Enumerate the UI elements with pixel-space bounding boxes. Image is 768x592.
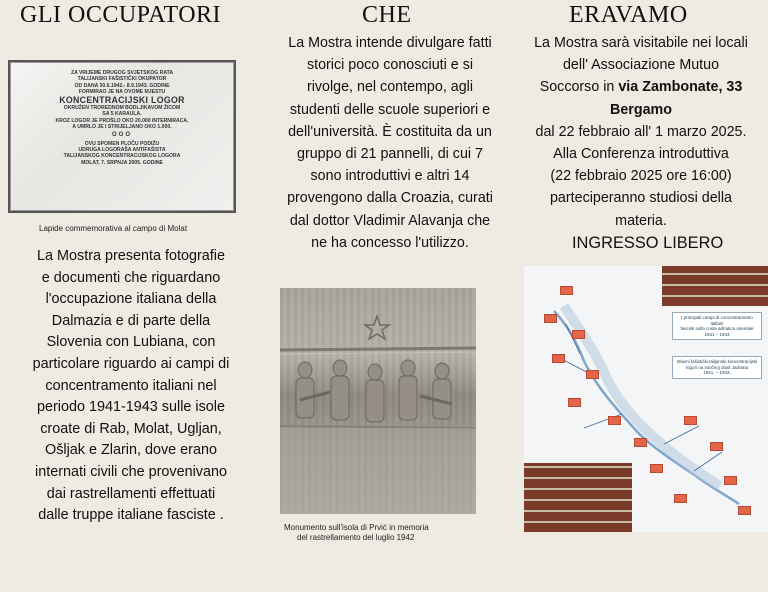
plaque-line-mid-3: KROZ LOGOR JE PROŠLO OKO 20.000 INTERNIRACA, [55,117,189,124]
center-text-line-4: studenti delle scuole superiori e [289,101,491,118]
plaque-line-mid-4: A UMRLO JE I STRIJELJANO OKO 1.000. [72,124,172,131]
camp-marker [710,442,723,451]
camp-marker [634,438,647,447]
left-text-line-8: periodo 1941-1943 sulle isole [36,399,225,416]
left-text-line-11: internati civili che provenivano [35,463,227,480]
right-description [516,32,766,232]
monument-caption-line1: Monumento sull'isola di Prvić in memoria [284,523,429,532]
camp-marker [674,494,687,503]
camp-marker [586,370,599,379]
map-legend-croatian: Glavni fašistički talijanski koncentracijski logori na istočnoj obali Jadrana 1941. – 1943. [672,356,762,379]
center-text-line-1: La Mostra intende divulgare fatti [288,35,492,51]
croatia-coast-map [524,266,768,532]
right-line-8: parteciperanno studiosi della [549,190,732,207]
plaque-line-mid-1: OKRUŽEN TROREDNOM BODLJIKAVOM ŽICOM [63,105,181,112]
plaque-line-bottom-2: UDRUGA LOGORAŠA ANTIFAŠISTA [78,146,166,153]
right-line-5: dal 22 febbraio all' 1 marzo 2025. [535,123,747,140]
camp-marker [568,398,581,407]
left-text-line-2: e documenti che riguardano [41,269,221,286]
camp-marker [560,286,573,295]
center-text-line-2: storici poco conosciuti e si [306,57,474,74]
memorial-plaque-photo [8,60,236,213]
free-entry-heading: INGRESSO LIBERO [572,234,724,252]
left-text-line-9: croate di Rab, Molat, Ugljan, [40,420,222,437]
center-text-line-10: ne ha concesso l'utilizzo. [311,234,469,251]
plaque-separator: OOO [111,132,132,139]
left-text-line-6: particolare riguardo ai campi di [32,355,230,372]
center-text-line-7: sono introduttivi e altri 14 [310,168,470,185]
left-text-line-10: Ošljak e Zlarin, dove erano [45,442,217,459]
left-description [12,246,250,527]
center-text-line-9: dal dottor Vladimir Alavanja che [289,212,491,229]
plaque-line-mid-2: SA 5 KARAULA. [102,111,142,118]
center-description [272,32,508,254]
address: via Zambonate, 33 [618,79,743,96]
plaque-caption: Lapide commemorativa al campo di Molat [39,224,188,233]
monument-caption [284,523,484,543]
right-line-9: materia. [615,212,667,229]
city: Bergamo [610,101,672,118]
plaque-heading: KONCENTRACIJSKI LOGOR [59,95,185,106]
camp-marker [650,464,663,473]
left-text-line-3: l'occupazione italiana della [45,291,217,308]
plaque-line-bottom-4: MOLAT, 7. SRPNJA 2005. GODINE [81,159,163,166]
camp-marker [684,416,697,425]
center-text-line-5: dell'università. È costituita da un [288,123,492,140]
title-center: CHE [362,2,412,28]
camp-marker [738,506,751,515]
camp-marker [572,330,585,339]
camp-marker [724,476,737,485]
left-text-line-1: La Mostra presenta fotografie [37,248,225,264]
plaque-line-top-1: ZA VRIJEME DRUGOG SVJETSKOG RATA [70,70,174,76]
map-legend-italian: I principali campi di concentramento italiani fascisti sulla costa adriatica orientale 1941 – 1943 [672,312,762,340]
center-text-line-8: provengono dalla Croazia, curati [287,190,493,207]
left-text-line-5: Slovenia con Lubiana, con [46,334,216,351]
monument-relief-photo [280,288,476,514]
camp-marker [608,416,621,425]
plaque-line-bottom-1: OVU SPOMEN PLOČU PODIŽU [84,140,160,147]
right-line-2: dell' Associazione Mutuo [562,57,720,74]
left-text-line-4: Dalmazia e di parte della [51,312,211,329]
camp-marker [552,354,565,363]
map-panel-photo [524,266,768,532]
plaque-line-top-3: OD DANA 30.6.1942.- 8.9.1943. GODINE [74,82,170,89]
right-line-3 [516,76,766,98]
right-line-7: (22 febbraio 2025 ore 16:00) [550,168,732,185]
title-left: GLI OCCUPATORI [20,2,222,28]
center-text-line-3: rivolge, nel contempo, agli [306,79,474,96]
right-line-3-plain: Soccorso in [539,79,619,96]
center-text-line-6: gruppo di 21 pannelli, di cui 7 [297,146,483,163]
title-right: ERAVAMO [569,2,688,28]
plaque-line-top-2: TALIJANSKI FAŠISTIČKI OKUPATOR [77,76,167,83]
plaque-line-bottom-3: TALIJANSKOG KONCENTRACIJSKOG LOGORA [63,153,181,160]
monument-caption-line2: del rastrellamento del luglio 1942 [297,533,415,542]
right-line-6: Alla Conferenza introduttiva [553,146,729,163]
left-text-line-12: dai rastrellamenti effettuati [46,485,216,502]
plaque-line-top-4: FORMIRAO JE NA OVOME MJESTU [78,88,166,95]
camp-marker [544,314,557,323]
right-line-1: La Mostra sarà visitabile nei locali [534,35,748,51]
left-text-line-13: dalle truppe italiane fasciste . [38,507,224,524]
left-text-line-7: concentramento italiani nel [45,377,217,394]
